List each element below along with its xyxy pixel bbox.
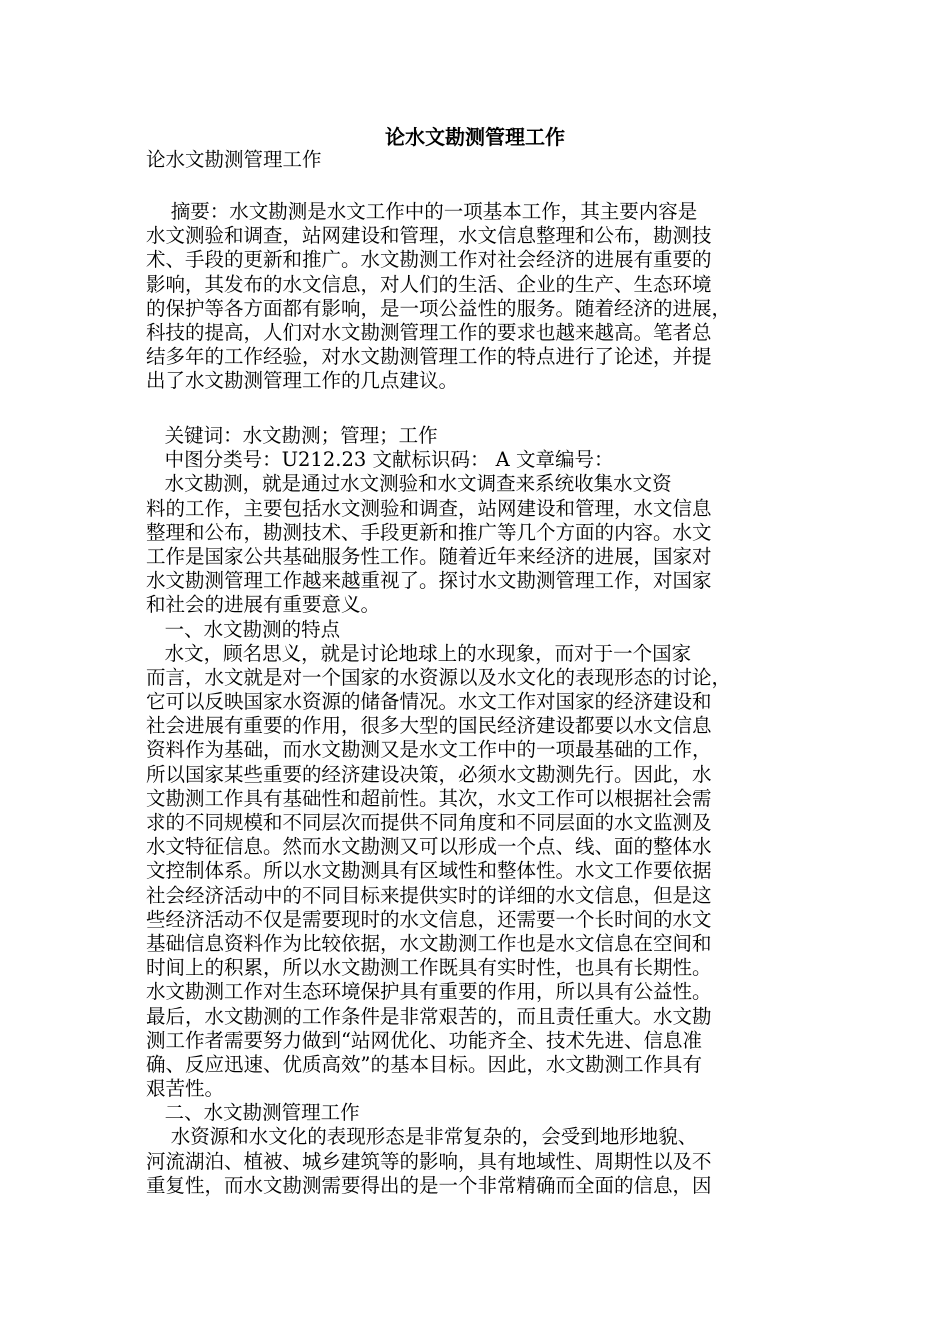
body-line: 时间上的积累，所以水文勘测工作既具有实时性，也具有长期性。 [146,956,712,980]
body-line: 它可以反映国家水资源的储备情况。水文工作对国家的经济建设和 [146,690,712,714]
body-line: 水文特征信息。然而水文勘测又可以形成一个点、线、面的整体水 [146,835,712,859]
abstract-line: 的保护等各方面都有影响，是一项公益性的服务。随着经济的进展， [146,296,732,320]
body-line: 求的不同规模和不同层次而提供不同角度和不同层面的水文监测及 [146,811,712,834]
body-line: 整理和公布，勘测技术、手段更新和推广等几个方面的内容。水文 [146,520,712,544]
abstract-line: 术、手段的更新和推广。水文勘测工作对社会经济的进展有重要的 [146,248,712,272]
classification-line: 中图分类号：U212.23 文献标识码： A 文章编号： [146,448,614,472]
body-line: 而言，水文就是对一个国家的水资源以及水文化的表现形态的讨论， [146,665,732,689]
abstract-line: 摘要：水文勘测是水文工作中的一项基本工作，其主要内容是 [146,200,698,223]
body-line: 社会经济活动中的不同目标来提供实时的详细的水文信息，但是这 [146,883,712,907]
body-line: 水资源和水文化的表现形态是非常复杂的，会受到地形地貌、 [146,1125,698,1149]
body-line: 水文，顾名思义，就是讨论地球上的水现象，而对于一个国家 [146,641,692,665]
body-line: 河流湖泊、植被、城乡建筑等的影响，具有地域性、周期性以及不 [146,1149,712,1173]
body-line: 所以国家某些重要的经济建设决策，必须水文勘测先行。因此，水 [146,762,712,786]
body-line: 文勘测工作具有基础性和超前性。其次，水文工作可以根据社会需 [146,786,712,810]
body-line: 确、反应迅速、优质高效”的基本目标。因此，水文勘测工作具有 [146,1052,702,1076]
body-line: 基础信息资料作为比较依据，水文勘测工作也是水文信息在空间和 [146,931,712,955]
body-line: 资料作为基础，而水文勘测又是水文工作中的一项最基础的工作， [146,738,712,762]
body-line: 工作是国家公共基础服务性工作。随着近年来经济的进展，国家对 [146,544,712,568]
body-line: 测工作者需要努力做到“站网优化、功能齐全、技术先进、信息准 [146,1028,702,1052]
abstract-line: 影响，其发布的水文信息，对人们的生活、企业的生产、生态环境 [146,272,712,296]
abstract-line: 出了水文勘测管理工作的几点建议。 [146,369,459,393]
abstract-paragraph [146,200,806,394]
body-line: 文控制体系。所以水文勘测具有区域性和整体性。水文工作要依据 [146,859,712,883]
body-line: 社会进展有重要的作用，很多大型的国民经济建设都要以水文信息 [146,714,712,738]
keywords-line: 关键词：水文勘测；管理；工作 [146,424,438,447]
body-line: 水文勘测管理工作越来越重视了。探讨水文勘测管理工作，对国家 [146,569,712,593]
body-line: 最后，水文勘测的工作条件是非常艰苦的，而且责任重大。水文勘 [146,1004,712,1028]
body-line: 些经济活动不仅是需要现时的水文信息，还需要一个长时间的水文 [146,907,712,931]
document-subtitle: 论水文勘测管理工作 [146,148,322,171]
document-subtitle-block [146,148,806,172]
body-line: 艰苦性。 [146,1077,225,1101]
body-line: 重复性，而水文勘测需要得出的是一个非常精确而全面的信息，因 [146,1173,712,1197]
document-title: 论水文勘测管理工作 [385,125,565,149]
body-line: 水文勘测工作对生态环境保护具有重要的作用，所以具有公益性。 [146,980,712,1004]
body-line: 料的工作，主要包括水文测验和调查，站网建设和管理，水文信息 [146,496,712,520]
body-text [146,424,806,1198]
abstract-line: 结多年的工作经验，对水文勘测管理工作的特点进行了论述，并提 [146,345,712,369]
body-line: 和社会的进展有重要意义。 [146,593,381,617]
section-heading-1: 一、水文勘测的特点 [146,617,341,641]
abstract-line: 科技的提高，人们对水文勘测管理工作的要求也越来越高。笔者总 [146,320,712,344]
body-line: 水文勘测，就是通过水文测验和水文调查来系统收集水文资 [146,472,672,496]
abstract-line: 水文测验和调查，站网建设和管理，水文信息整理和公布，勘测技 [146,224,712,248]
section-heading-2: 二、水文勘测管理工作 [146,1101,360,1125]
